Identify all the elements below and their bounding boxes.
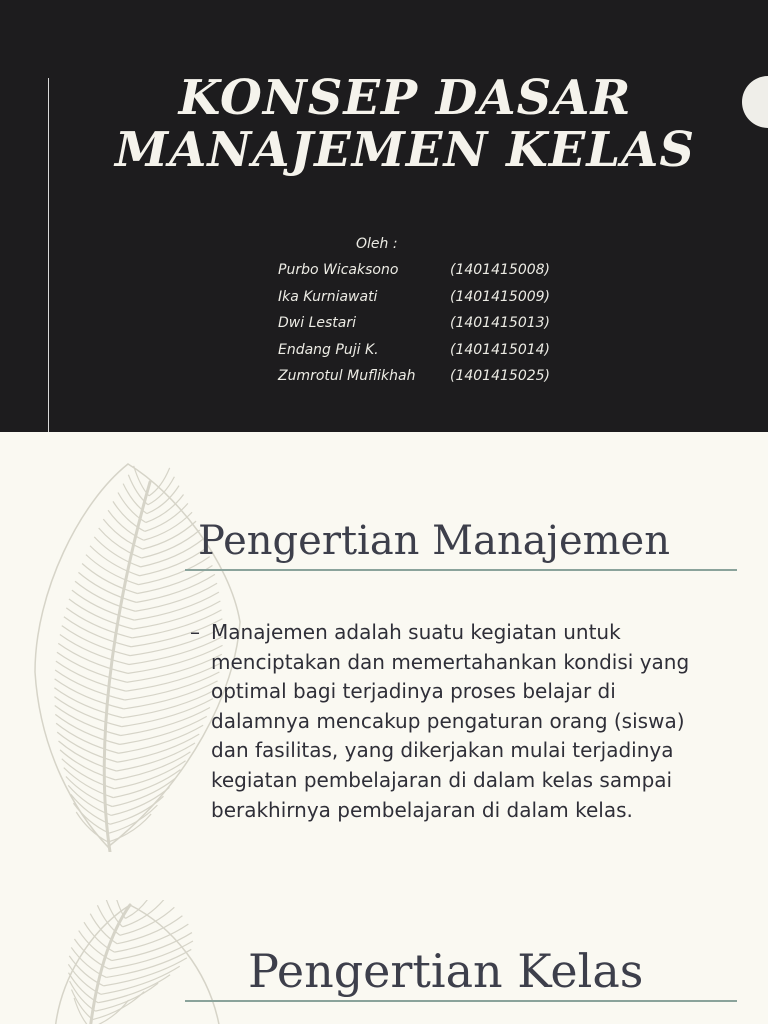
- body-line: kegiatan pembelajaran di dalam kelas sampai: [211, 767, 673, 792]
- author-name: Purbo Wicaksono: [278, 262, 399, 278]
- slide-pengertian-manajemen: [0, 432, 768, 860]
- body-line: berakhirnya pembelajaran di dalam kelas.: [211, 797, 633, 822]
- heading-underline: [185, 1000, 737, 1002]
- author-nim: (1401415025): [450, 368, 550, 384]
- bullet-dash: –: [190, 620, 200, 644]
- body-line: dalamnya mencakup pengaturan orang (siswa): [211, 708, 685, 733]
- author-name: Zumrotul Muflikhah: [278, 368, 416, 384]
- heading-underline: [185, 569, 737, 571]
- author-name: Endang Puji K.: [278, 341, 379, 358]
- body-line: dan fasilitas, yang dikerjakan mulai terjadinya: [211, 738, 674, 763]
- body-line: Manajemen adalah suatu kegiatan untuk: [211, 620, 621, 644]
- section-heading: Pengertian Kelas: [248, 944, 644, 998]
- corner-circle-decoration: [742, 76, 768, 128]
- feather-decoration-icon: [20, 900, 240, 1024]
- vertical-divider: [48, 78, 49, 432]
- presentation-title: [70, 72, 740, 176]
- author-name: Ika Kurniawati: [278, 288, 378, 305]
- slide-pengertian-kelas: [0, 860, 768, 1024]
- body-line: optimal bagi terjadinya proses belajar di: [211, 679, 616, 704]
- section-heading: Pengertian Manajemen: [198, 518, 670, 564]
- title-line-2: MANAJEMEN KELAS: [114, 122, 696, 178]
- definition-bullet: [190, 618, 750, 825]
- title-slide: [0, 0, 768, 432]
- author-nim: (1401415008): [450, 262, 550, 278]
- author-name: Dwi Lestari: [278, 315, 356, 331]
- by-label: Oleh :: [356, 236, 398, 252]
- author-nim: (1401415009): [450, 288, 550, 305]
- author-nim: (1401415013): [450, 315, 550, 331]
- author-nim: (1401415014): [450, 341, 550, 358]
- title-line-1: KONSEP DASAR: [178, 70, 632, 126]
- body-line: menciptakan dan memertahankan kondisi yang: [211, 649, 690, 674]
